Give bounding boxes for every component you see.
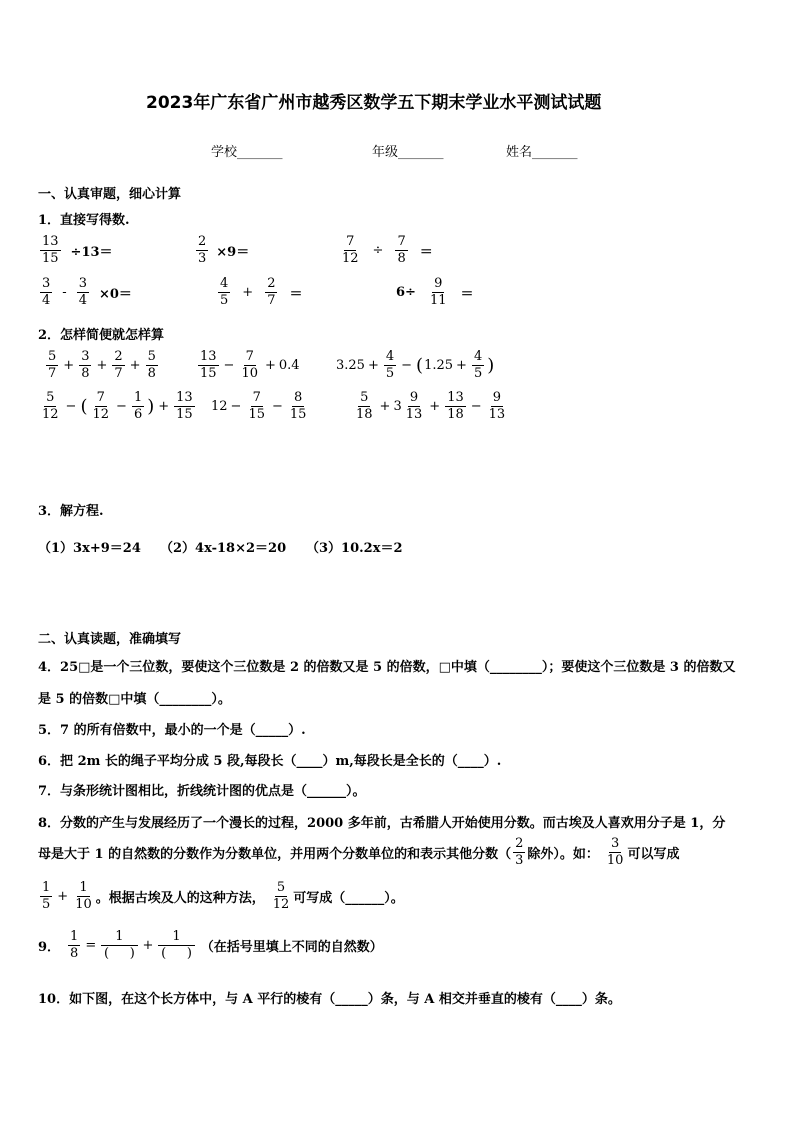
q1-item-3: $\frac{7}{12}$ ÷ $\frac{7}{8}$ ＝ [342, 234, 433, 266]
q1-item-4: $\frac{3}{4}$ - $\frac{3}{4}$ ×0＝ [42, 276, 132, 308]
grade-field: 年级_______ [372, 145, 444, 160]
q2-expr-4: $\frac{5}{12}$ − ( $\frac{7}{12}$ − $\frac{1}{6}$ ) + $\frac{13}{15}$ [42, 390, 193, 422]
q10: 10．如下图，在这个长方体中，与 A 平行的棱有（_____）条，与 A 相交并垂直的棱有（____）条。 [38, 992, 621, 1007]
q2-expr-5: 12 − $\frac{7}{15}$ − $\frac{8}{15}$ [211, 390, 307, 422]
q9: 9． $\frac{1}{8}$ = $\frac{1}{( )}$ + $\frac{1}{( )}$ （在括号里填上不同的自然数） [38, 929, 383, 961]
q1-item-1: $\frac{13}{15}$ ÷13＝ [42, 234, 113, 266]
q2-expr-2: $\frac{13}{15}$ − $\frac{7}{10}$ + 0.4 [200, 349, 300, 381]
q1-item-6: 6÷ $\frac{9}{11}$ ＝ [396, 276, 474, 308]
q4-line1: 4．25□是一个三位数，要使这个三位数是 2 的倍数又是 5 的倍数，□中填（________）；要使这个三位数是 3 的倍数又 [38, 660, 736, 675]
q1-label: 1．直接写得数. [38, 213, 130, 228]
q3-item-1: （1）3x+9＝24 [38, 541, 141, 556]
school-field: 学校_______ [211, 145, 283, 160]
q7: 7．与条形统计图相比，折线统计图的优点是（______）。 [38, 784, 366, 799]
q8-line3: $\frac{1}{5}$ + $\frac{1}{10}$ 。根据古埃及人的这种方法， $\frac{5}{12}$ 可写成（______）。 [42, 880, 404, 912]
q2-expr-3: 3.25 + $\frac{4}{5}$ − ( 1.25 + $\frac{4}{5}$ ) [336, 349, 495, 381]
q1-item-5: $\frac{4}{5}$ + $\frac{2}{7}$ ＝ [220, 276, 303, 308]
section1-heading: 一、认真审题，细心计算 [38, 187, 182, 202]
q3-item-2: （2）4x-18×2＝20 [160, 541, 287, 556]
q4-line2: 是 5 的倍数□中填（________）。 [38, 692, 231, 707]
q8-line2: 母是大于 1 的自然数的分数作为分数单位，并用两个分数单位的和表示其他分数（ $\frac{2}{3}$ 除外）。如： $\frac{3}{10}$ 可以写成 [38, 836, 680, 868]
q2-expr-1: $\frac{5}{7}$ + $\frac{3}{8}$ + $\frac{2}{7}$ + $\frac{5}{8}$ [48, 349, 156, 381]
page-title: 2023年广东省广州市越秀区数学五下期末学业水平测试试题 [146, 93, 602, 113]
q6: 6．把 2m 长的绳子平均分成 5 段,每段长（____）m,每段长是全长的（____）. [38, 754, 502, 769]
q1-item-2: $\frac{2}{3}$ ×9＝ [198, 234, 250, 266]
q3-item-3: （3）10.2x＝2 [306, 541, 403, 556]
section2-heading: 二、认真读题，准确填写 [38, 632, 182, 647]
q2-expr-6: $\frac{5}{18}$ + 3 $\frac{9}{13}$ + $\frac{13}{18}$ − $\frac{9}{13}$ [356, 390, 506, 422]
name-field: 姓名_______ [506, 145, 578, 160]
q2-label: 2．怎样简便就怎样算 [38, 328, 165, 343]
q8-line1: 8．分数的产生与发展经历了一个漫长的过程，2000 多年前，古希腊人开始使用分数。而古埃及人喜欢用分子是 1，分 [38, 816, 726, 831]
q3-label: 3．解方程. [38, 504, 104, 519]
q5: 5．7 的所有倍数中，最小的一个是（_____）. [38, 723, 306, 738]
